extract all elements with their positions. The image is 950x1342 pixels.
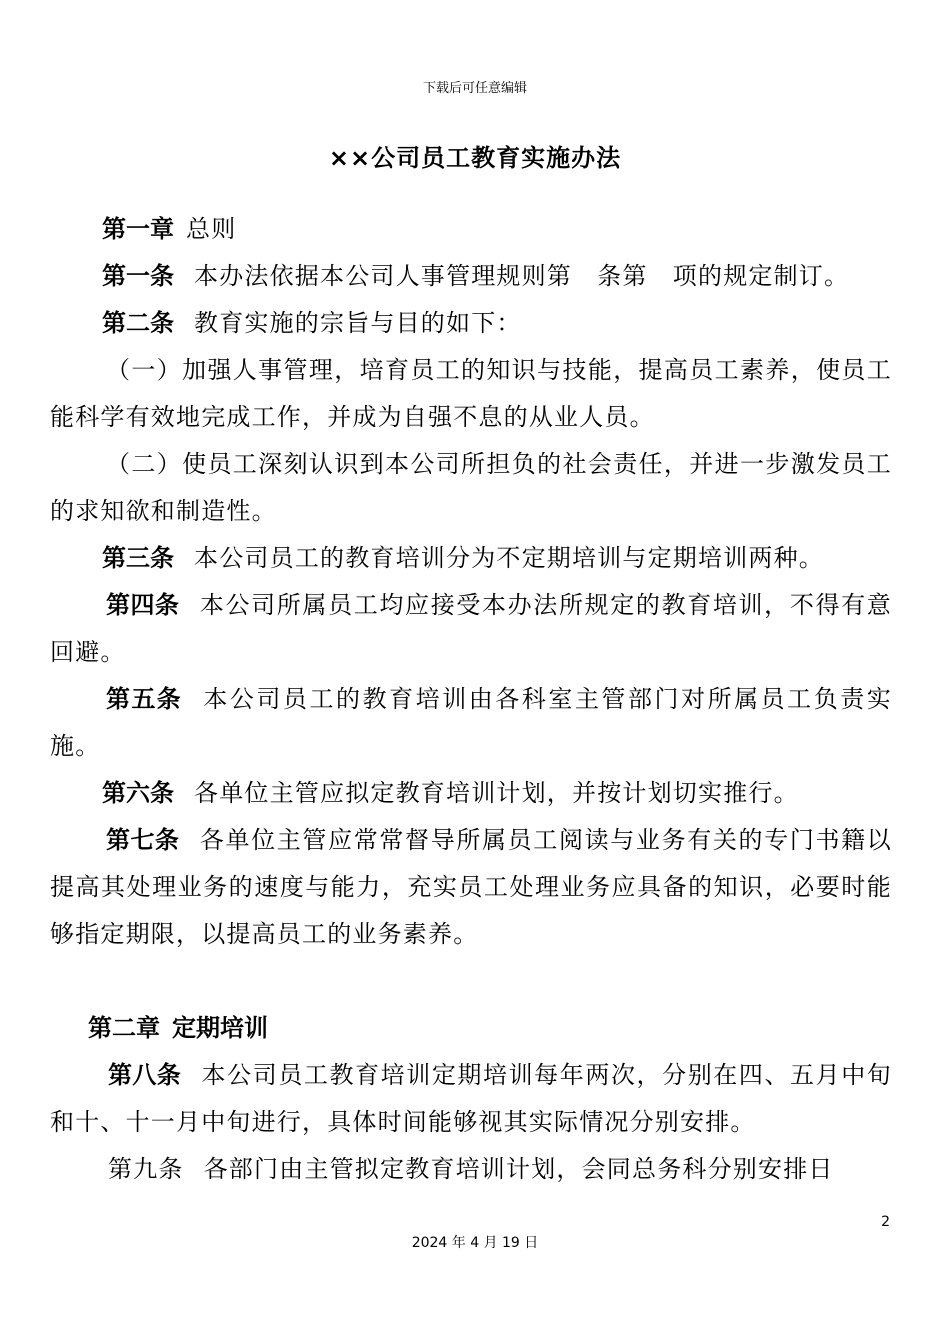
chapter-name: 总则: [186, 215, 237, 243]
document-body: [50, 206, 892, 1193]
article-text: 教育实施的宗旨与目的如下：: [194, 309, 522, 337]
article-text: 各单位主管应常常督导所属员工阅读与业务有关的专门书籍以提高其处理业务的速度与能力，充实员工处理业务应具备的知识，必要时能够指定期限，以提高员工的业务素养。: [50, 826, 892, 948]
article-8: [50, 1052, 892, 1146]
article-text: 本公司员工的教育培训由各科室主管部门对所属员工负责实施。: [50, 685, 892, 760]
article-text: 本公司所属员工均应接受本办法所规定的教育培训，不得有意回避。: [50, 591, 892, 666]
article-label: 第二条: [102, 309, 174, 337]
clause-text: （一）加强人事管理，培育员工的知识与技能，提高员工素养，使员工能科学有效地完成工作，并成为自强不息的从业人员。: [50, 356, 892, 431]
article-text: 各部门由主管拟定教育培训计划，会同总务科分别安排日: [203, 1155, 834, 1183]
article-text: 本公司员工教育培训定期培训每年两次，分别在四、五月中旬和十、十一月中旬进行，具体时间能够视其实际情况分别安排。: [50, 1061, 893, 1136]
footer-date: 2024 年 4 月 19 日: [411, 1235, 539, 1251]
clause-1: [50, 347, 892, 441]
article-label: 第九条: [108, 1155, 184, 1183]
article-label: 第四条: [106, 591, 180, 619]
chapter-name: 定期培训: [172, 1014, 268, 1042]
chapter-heading: [50, 1005, 892, 1052]
article-5: [50, 676, 892, 770]
chapter-number: 第一章: [102, 215, 174, 243]
article-3: [50, 535, 892, 582]
article-7: [50, 817, 892, 958]
article-6: [50, 770, 892, 817]
chapter-number: 第二章: [88, 1014, 160, 1042]
clause-text: （二）使员工深刻认识到本公司所担负的社会责任，并进一步激发员工的求知欲和制造性。: [50, 450, 892, 525]
article-2: [50, 300, 892, 347]
article-9: [50, 1146, 892, 1193]
document-title: ××公司员工教育实施办法: [328, 144, 622, 172]
article-4: [50, 582, 892, 676]
article-text: 本办法依据本公司人事管理规则第 条第 项的规定制订。: [194, 262, 850, 290]
article-label: 第一条: [102, 262, 174, 290]
clause-2: [50, 441, 892, 535]
chapter-heading: [50, 206, 892, 253]
article-1: [50, 253, 892, 300]
article-label: 第五条: [106, 685, 183, 713]
article-label: 第八条: [108, 1061, 182, 1089]
article-label: 第六条: [102, 779, 174, 807]
article-text: 本公司员工的教育培训分为不定期培训与定期培训两种。: [194, 544, 824, 572]
header-note: 下载后可任意编辑: [422, 81, 527, 96]
article-text: 各单位主管应拟定教育培训计划，并按计划切实推行。: [194, 779, 799, 807]
page-number: 2: [881, 1214, 890, 1230]
article-label: 第三条: [102, 544, 174, 572]
article-label: 第七条: [106, 826, 180, 854]
